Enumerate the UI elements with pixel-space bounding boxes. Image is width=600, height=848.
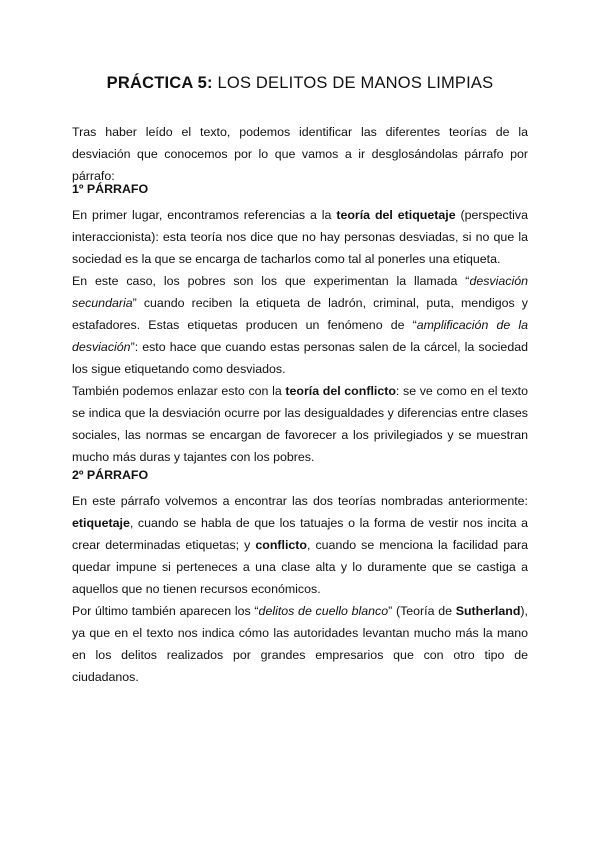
text-run: ), ya que en el texto nos indica cómo las autoridades levantan mucho más la mano en los delitos realizados por grandes empresarios que con otro tipo de ciudadanos.: [72, 604, 528, 684]
intro-paragraph: Tras haber leído el texto, podemos identificar las diferentes teorías de la desviación que conocemos por lo que vamos a ir desglosándolas párrafo por párrafo:: [72, 125, 528, 183]
term-conflicto: teoría del conflicto: [285, 384, 396, 398]
text-run: (perspectiva interaccionista): esta teoría nos dice que no hay personas desviadas, si no que la sociedad es la que se encarga de tacharlos como tal al ponerles una etiqueta.: [72, 208, 528, 266]
text-run: , cuando se habla de que los tatuajes o la forma de vestir nos incita a crear determinadas etiquetas; y: [72, 516, 528, 552]
text-run: , cuando se menciona la facilidad para quedar impune si perteneces a una clase alta y lo duramente que se castiga a aquellos que no tienen recursos económicos.: [72, 538, 528, 596]
title-rest: LOS DELITOS DE MANOS LIMPIAS: [212, 74, 494, 92]
title-bold: PRÁCTICA 5:: [106, 74, 213, 92]
section-2-heading: 2º PÁRRAFO: [72, 468, 149, 482]
section-1-heading: 1º PÁRRAFO: [72, 182, 149, 196]
text-run: En primer lugar, encontramos referencias a la: [72, 208, 337, 222]
term-desviacion-secundaria: desviación secundaria: [72, 274, 528, 310]
text-run: En este caso, los pobres son los que experimentan la llamada “: [72, 274, 470, 288]
section-1-paragraph-2: [72, 270, 528, 380]
term-conflicto: conflicto: [255, 538, 307, 552]
section-1-paragraph-1: [72, 204, 528, 270]
section-1-body: [72, 204, 528, 468]
text-run: ”: esto hace que cuando estas personas salen de la cárcel, la sociedad los sigue etiquetando como desviados.: [72, 340, 528, 376]
term-etiquetaje: teoría del etiquetaje: [336, 208, 456, 222]
text-run: En este párrafo volvemos a encontrar las dos teorías nombradas anteriormente:: [72, 494, 528, 508]
section-1-paragraph-3: [72, 380, 528, 468]
section-2-paragraph-2: [72, 600, 528, 688]
section-2-paragraph-1: [72, 490, 528, 600]
term-delitos-cuello-blanco: delitos de cuello blanco: [258, 604, 389, 618]
term-sutherland: Sutherland: [455, 604, 521, 618]
term-etiquetaje: etiquetaje: [72, 516, 130, 530]
text-run: : se ve como en el texto se indica que la desviación ocurre por las desigualdades y diferencias entre clases sociales, las normas se encargan de favorecer a los privilegiados y se muestran mucho más duras y tajantes con los pobres.: [72, 384, 528, 464]
text-run: También podemos enlazar esto con la: [72, 384, 286, 398]
document-title: [72, 74, 528, 93]
text-run: ” cuando reciben la etiqueta de ladrón, criminal, puta, mendigos y estafadores. Estas etiquetas producen un fenómeno de “: [72, 296, 528, 332]
section-2-body: [72, 490, 528, 688]
text-run: ” (Teoría de: [388, 604, 456, 618]
term-amplificacion: amplificación de la desviación: [72, 318, 528, 354]
text-run: Por último también aparecen los “: [72, 604, 259, 618]
